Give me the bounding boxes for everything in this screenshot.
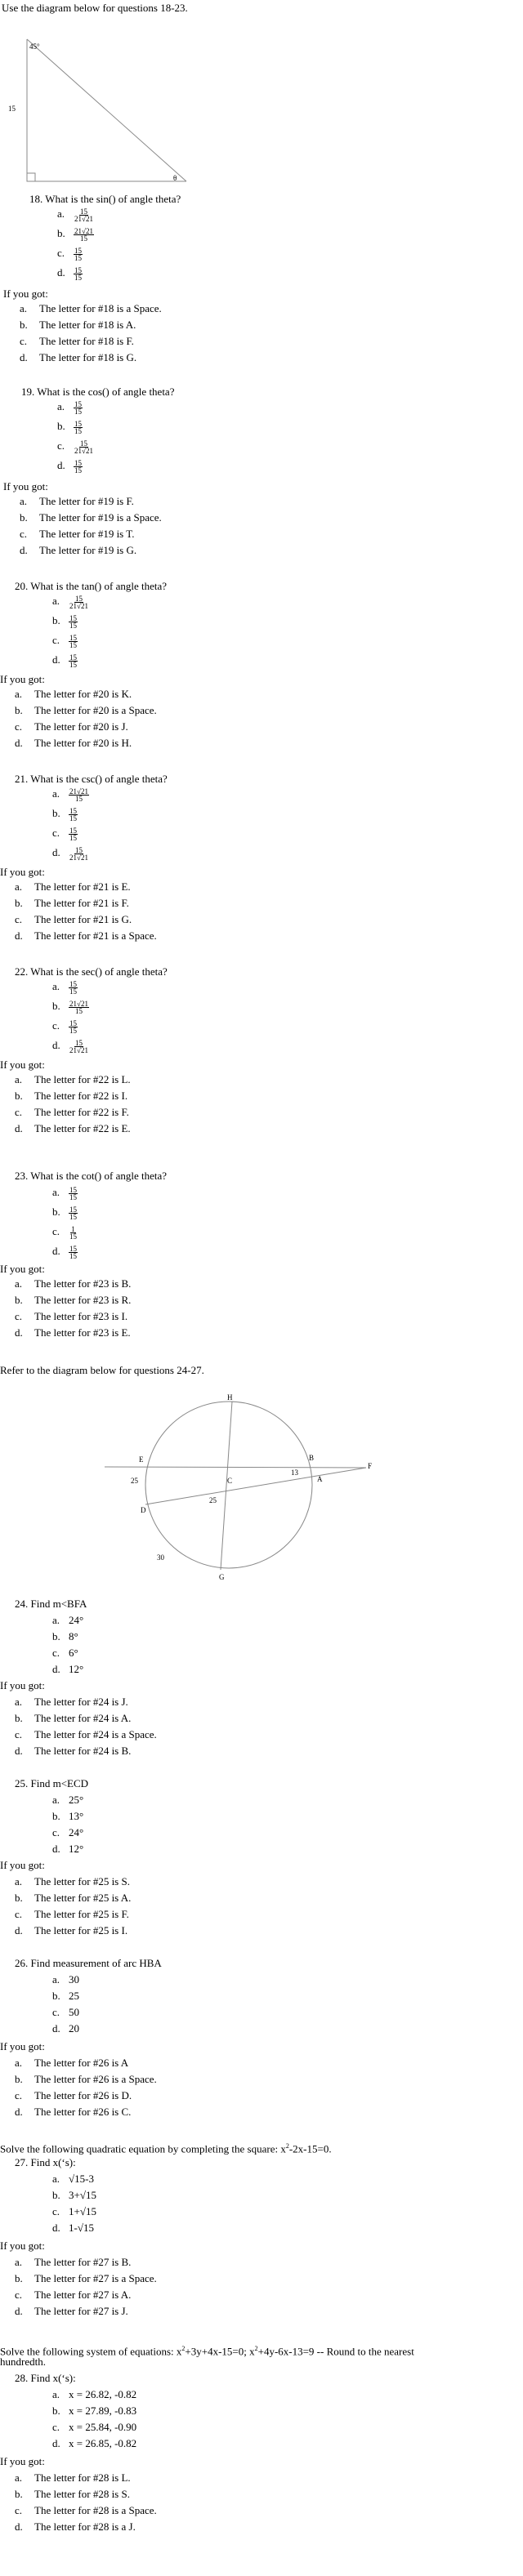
q26-answer: d. The letter for #26 is C.: [15, 2106, 132, 2118]
triangle-side-left: 15: [8, 105, 16, 113]
if-you-got-18: If you got:: [3, 287, 48, 300]
q24-question: 24. Find m<BFA: [15, 1598, 87, 1610]
q28-answer: c. The letter for #28 is a Space.: [15, 2504, 157, 2516]
q19-answer: a. The letter for #19 is F.: [20, 495, 134, 507]
q21-answer: b. The letter for #21 is F.: [15, 897, 129, 909]
q24-answer: a. The letter for #24 is J.: [15, 1696, 128, 1708]
if-you-got-28: If you got:: [0, 2455, 45, 2467]
q19-option: b. $\frac{15}{15}$: [57, 419, 82, 435]
q26-answer: b. The letter for #26 is a Space.: [15, 2073, 157, 2085]
line-DAF: [145, 1468, 366, 1504]
q27-answer: c. The letter for #27 is A.: [15, 2289, 132, 2301]
q28-option: b. x = 27.89, -0.83: [52, 2404, 137, 2417]
circle-label-G: G: [219, 1573, 225, 1581]
circle-label-D: D: [141, 1506, 146, 1514]
circle-outline: [145, 1402, 315, 1568]
q20-option: b. $\frac{15}{15}$: [52, 613, 77, 630]
q23-answer: b. The letter for #23 is R.: [15, 1294, 132, 1306]
triangle-hypotenuse: [27, 39, 186, 181]
q18-answer: b. The letter for #18 is A.: [20, 319, 136, 331]
q28-option: d. x = 26.85, -0.82: [52, 2437, 137, 2449]
q18-answer: d. The letter for #18 is G.: [20, 351, 137, 363]
q22-answer: b. The letter for #22 is I.: [15, 1090, 128, 1102]
q26-option: b. 25: [52, 1990, 79, 2002]
q25-answer: d. The letter for #25 is I.: [15, 1924, 128, 1936]
q22-answer: a. The letter for #22 is L.: [15, 1073, 131, 1085]
q27-answer: b. The letter for #27 is a Space.: [15, 2272, 157, 2284]
q28-question: 28. Find x(‘s):: [15, 2372, 76, 2384]
q28-answer: a. The letter for #28 is L.: [15, 2471, 131, 2484]
if-you-got-23: If you got:: [0, 1263, 45, 1275]
q23-option: a. $\frac{15}{15}$: [52, 1185, 77, 1201]
q25-option: c. 24°: [52, 1826, 84, 1838]
q24-option: b. 8°: [52, 1630, 78, 1642]
q26-option: a. 30: [52, 1973, 79, 1985]
circle-diagram: [0, 1388, 523, 1601]
chord-HG: [221, 1402, 232, 1570]
q22-question: 22. What is the sec() of angle theta?: [15, 965, 168, 978]
circle-label-F: F: [368, 1462, 373, 1470]
q25-option: b. 13°: [52, 1810, 84, 1822]
q21-question: 21. What is the csc() of angle theta?: [15, 773, 168, 785]
circle-label-13: 13: [291, 1468, 298, 1477]
circle-label-25-center: 25: [209, 1496, 217, 1504]
right-angle-marker: [27, 173, 35, 181]
q22-option: d. $\frac{15}{21√21}$: [52, 1038, 88, 1054]
triangle-angle-top: 45°: [29, 42, 40, 51]
q27-option: d. 1-√15: [52, 2222, 94, 2234]
q22-option: b. $\frac{21√21}{15}$: [52, 999, 88, 1015]
q19-option: c. $\frac{15}{21√21}$: [57, 439, 93, 455]
q27-option: c. 1+√15: [52, 2205, 96, 2217]
q23-question: 23. What is the cot() of angle theta?: [15, 1170, 168, 1182]
circle-label-B: B: [309, 1454, 315, 1462]
q27-answer: d. The letter for #27 is J.: [15, 2305, 128, 2317]
q18-option: d. $\frac{15}{15}$: [57, 265, 82, 282]
circle-label-C: C: [227, 1477, 233, 1485]
q21-answer: a. The letter for #21 is E.: [15, 880, 131, 893]
q22-answer: c. The letter for #22 is F.: [15, 1106, 129, 1118]
q20-answer: c. The letter for #20 is J.: [15, 720, 128, 733]
q22-option: a. $\frac{15}{15}$: [52, 979, 77, 996]
q25-answer: b. The letter for #25 is A.: [15, 1892, 132, 1904]
q23-option: c. $\frac{1}{15}$: [52, 1224, 77, 1241]
q25-option: d. 12°: [52, 1843, 84, 1855]
q19-answer: b. The letter for #19 is a Space.: [20, 511, 162, 524]
q21-option: b. $\frac{15}{15}$: [52, 806, 77, 822]
circle-label-30: 30: [157, 1553, 164, 1562]
q24-option: d. 12°: [52, 1663, 84, 1675]
q27-option: b. 3+√15: [52, 2189, 96, 2201]
q18-option: c. $\frac{15}{15}$: [57, 246, 82, 262]
q26-option: c. 50: [52, 2006, 79, 2018]
q24-option: c. 6°: [52, 1647, 78, 1659]
if-you-got-22: If you got:: [0, 1058, 45, 1071]
q22-option: c. $\frac{15}{15}$: [52, 1018, 77, 1035]
q28-answer: d. The letter for #28 is a J.: [15, 2520, 136, 2533]
circle-label-25-left: 25: [131, 1477, 138, 1485]
q20-option: c. $\frac{15}{15}$: [52, 633, 77, 649]
q21-option: a. $\frac{21√21}{15}$: [52, 787, 88, 803]
q26-answer: c. The letter for #26 is D.: [15, 2089, 132, 2101]
q20-question: 20. What is the tan() of angle theta?: [15, 580, 168, 592]
q25-question: 25. Find m<ECD: [15, 1777, 89, 1789]
line-EBF: [105, 1467, 366, 1468]
triangle-diagram: [0, 0, 523, 196]
q25-answer: a. The letter for #25 is S.: [15, 1875, 130, 1887]
q21-option: d. $\frac{15}{21√21}$: [52, 845, 88, 862]
q21-option: c. $\frac{15}{15}$: [52, 826, 77, 842]
q27-question: 27. Find x(‘s):: [15, 2156, 76, 2168]
triangle-angle-bottom: θ: [173, 174, 177, 182]
if-you-got-25: If you got:: [0, 1859, 45, 1871]
if-you-got-26: If you got:: [0, 2040, 45, 2052]
intro-28-line2: hundredth.: [0, 2355, 46, 2368]
q19-option: a. $\frac{15}{15}$: [57, 399, 82, 416]
q19-question: 19. What is the cos() of angle theta?: [21, 386, 175, 398]
q20-answer: a. The letter for #20 is K.: [15, 688, 132, 700]
q27-answer: a. The letter for #27 is B.: [15, 2256, 132, 2268]
q21-answer: d. The letter for #21 is a Space.: [15, 929, 157, 942]
intro-27: Solve the following quadratic equation by completing the square: $x^2-2x-15=0$.: [0, 2142, 332, 2155]
q18-answer: c. The letter for #18 is F.: [20, 335, 134, 347]
q22-answer: d. The letter for #22 is E.: [15, 1122, 131, 1134]
q19-answer: d. The letter for #19 is G.: [20, 544, 137, 556]
q24-answer: d. The letter for #24 is B.: [15, 1745, 132, 1757]
q28-option: c. x = 25.84, -0.90: [52, 2421, 137, 2433]
if-you-got-24: If you got:: [0, 1679, 45, 1691]
circle-label-A: A: [317, 1475, 323, 1483]
q18-option: a. $\frac{15}{21√21}$: [57, 207, 93, 223]
q18-question: 18. What is the sin() of angle theta?: [29, 193, 181, 205]
if-you-got-21: If you got:: [0, 866, 45, 878]
q25-option: a. 25°: [52, 1794, 84, 1806]
q18-option: b. $\frac{21√21}{15}$: [57, 226, 93, 243]
q18-answer: a. The letter for #18 is a Space.: [20, 302, 162, 314]
q20-option: d. $\frac{15}{15}$: [52, 653, 77, 669]
q23-option: d. $\frac{15}{15}$: [52, 1244, 77, 1260]
circle-label-H: H: [227, 1393, 233, 1402]
q26-question: 26. Find measurement of arc HBA: [15, 1957, 162, 1969]
intro-28-line1: Solve the following system of equations: $x^2+3y+4x-15=0$; $x^2+4y-6x-13=9$ -- Round to the nearest: [0, 2345, 414, 2358]
intro-24-27: Refer to the diagram below for questions 24-27.: [0, 1364, 204, 1376]
if-you-got-20: If you got:: [0, 673, 45, 685]
q28-option: a. x = 26.82, -0.82: [52, 2388, 137, 2400]
q20-option: a. $\frac{15}{21√21}$: [52, 594, 88, 610]
q24-option: a. 24°: [52, 1614, 84, 1626]
q24-answer: c. The letter for #24 is a Space.: [15, 1728, 157, 1740]
q25-answer: c. The letter for #25 is F.: [15, 1908, 129, 1920]
q19-option: d. $\frac{15}{15}$: [57, 458, 82, 475]
intro-18-23: Use the diagram below for questions 18-23.: [2, 2, 188, 14]
if-you-got-27: If you got:: [0, 2240, 45, 2252]
q20-answer: b. The letter for #20 is a Space.: [15, 704, 157, 716]
q21-answer: c. The letter for #21 is G.: [15, 913, 132, 925]
q23-answer: c. The letter for #23 is I.: [15, 1310, 128, 1322]
circle-label-E: E: [139, 1455, 144, 1464]
q28-answer: b. The letter for #28 is S.: [15, 2488, 130, 2500]
q26-answer: a. The letter for #26 is A: [15, 2057, 129, 2069]
q23-answer: a. The letter for #23 is B.: [15, 1277, 132, 1290]
q20-answer: d. The letter for #20 is H.: [15, 737, 132, 749]
q24-answer: b. The letter for #24 is A.: [15, 1712, 132, 1724]
q23-answer: d. The letter for #23 is E.: [15, 1326, 131, 1339]
q23-option: b. $\frac{15}{15}$: [52, 1205, 77, 1221]
q26-option: d. 20: [52, 2022, 79, 2035]
q27-option: a. √15-3: [52, 2173, 94, 2185]
if-you-got-19: If you got:: [3, 480, 48, 492]
q19-answer: c. The letter for #19 is T.: [20, 528, 135, 540]
